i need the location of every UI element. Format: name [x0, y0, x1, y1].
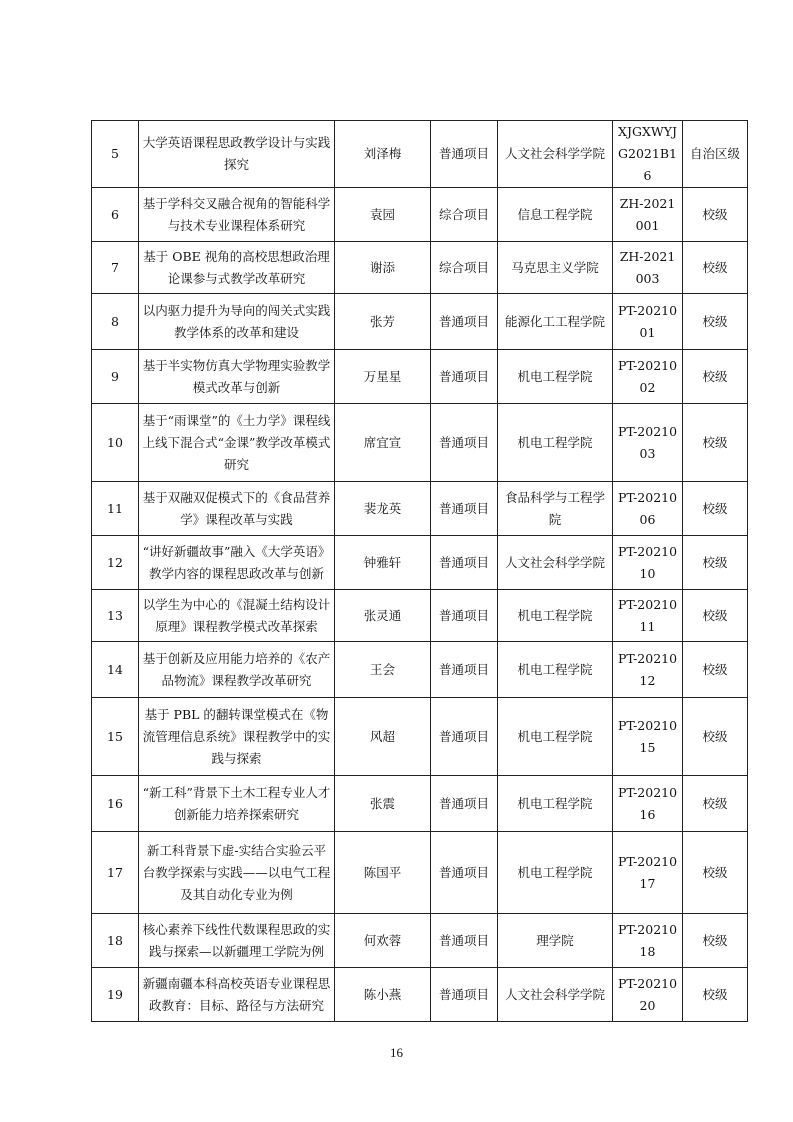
project-leader: 王会	[335, 642, 431, 698]
project-leader: 席宜宣	[335, 404, 431, 482]
row-number: 19	[92, 968, 139, 1022]
project-title: 基于创新及应用能力培养的《农产品物流》课程教学改革研究	[139, 642, 335, 698]
project-code: PT-2021016	[613, 776, 683, 832]
project-title: 基于“雨课堂”的《土力学》课程线上线下混合式“金课”教学改革模式研究	[139, 404, 335, 482]
table-row	[92, 698, 748, 776]
project-college: 信息工程学院	[498, 188, 613, 242]
project-code: ZH-2021003	[613, 242, 683, 294]
row-number: 18	[92, 914, 139, 968]
project-leader: 张灵通	[335, 590, 431, 642]
project-level: 校级	[683, 832, 748, 914]
table-row	[92, 642, 748, 698]
row-number: 14	[92, 642, 139, 698]
project-title: 大学英语课程思政教学设计与实践探究	[139, 121, 335, 188]
project-college: 食品科学与工程学院	[498, 482, 613, 536]
project-table	[91, 120, 748, 1022]
row-number: 17	[92, 832, 139, 914]
project-code: PT-2021011	[613, 590, 683, 642]
project-code: PT-2021006	[613, 482, 683, 536]
project-type: 普通项目	[431, 536, 498, 590]
row-number: 12	[92, 536, 139, 590]
project-level: 校级	[683, 350, 748, 404]
project-type: 普通项目	[431, 590, 498, 642]
table-row	[92, 242, 748, 294]
project-title: 以内驱力提升为导向的闯关式实践教学体系的改革和建设	[139, 294, 335, 350]
project-college: 机电工程学院	[498, 776, 613, 832]
project-college: 机电工程学院	[498, 642, 613, 698]
project-leader: 陈小燕	[335, 968, 431, 1022]
project-college: 人文社会科学学院	[498, 121, 613, 188]
project-level: 校级	[683, 404, 748, 482]
project-type: 普通项目	[431, 482, 498, 536]
project-code: PT-2021010	[613, 536, 683, 590]
table-row	[92, 350, 748, 404]
project-level: 校级	[683, 698, 748, 776]
project-type: 普通项目	[431, 404, 498, 482]
table-row	[92, 188, 748, 242]
row-number: 6	[92, 188, 139, 242]
row-number: 13	[92, 590, 139, 642]
table-row	[92, 832, 748, 914]
table-row	[92, 121, 748, 188]
project-type: 综合项目	[431, 188, 498, 242]
project-type: 综合项目	[431, 242, 498, 294]
project-title: 基于 PBL 的翻转课堂模式在《物流管理信息系统》课程教学中的实践与探索	[139, 698, 335, 776]
project-title: 基于双融双促模式下的《食品营养学》课程改革与实践	[139, 482, 335, 536]
row-number: 7	[92, 242, 139, 294]
table-row	[92, 294, 748, 350]
project-type: 普通项目	[431, 832, 498, 914]
project-code: ZH-2021001	[613, 188, 683, 242]
project-college: 理学院	[498, 914, 613, 968]
table-body	[92, 121, 748, 1022]
table-row	[92, 590, 748, 642]
project-title: 基于半实物仿真大学物理实验教学模式改革与创新	[139, 350, 335, 404]
project-leader: 袁园	[335, 188, 431, 242]
project-leader: 谢添	[335, 242, 431, 294]
project-type: 普通项目	[431, 121, 498, 188]
project-college: 机电工程学院	[498, 350, 613, 404]
project-title: “新工科”背景下土木工程专业人才创新能力培养探索研究	[139, 776, 335, 832]
project-leader: 风超	[335, 698, 431, 776]
project-level: 校级	[683, 536, 748, 590]
project-college: 马克思主义学院	[498, 242, 613, 294]
project-college: 机电工程学院	[498, 590, 613, 642]
row-number: 9	[92, 350, 139, 404]
table-row	[92, 482, 748, 536]
table-row	[92, 776, 748, 832]
project-level: 校级	[683, 968, 748, 1022]
project-college: 能源化工工程学院	[498, 294, 613, 350]
project-code: PT-2021002	[613, 350, 683, 404]
project-code: PT-2021001	[613, 294, 683, 350]
project-type: 普通项目	[431, 968, 498, 1022]
project-leader: 刘泽梅	[335, 121, 431, 188]
row-number: 8	[92, 294, 139, 350]
project-leader: 张震	[335, 776, 431, 832]
project-type: 普通项目	[431, 294, 498, 350]
project-title: “讲好新疆故事”融入《大学英语》教学内容的课程思政改革与创新	[139, 536, 335, 590]
project-level: 校级	[683, 482, 748, 536]
project-college: 人文社会科学学院	[498, 968, 613, 1022]
project-level: 自治区级	[683, 121, 748, 188]
project-college: 机电工程学院	[498, 698, 613, 776]
project-college: 机电工程学院	[498, 832, 613, 914]
project-leader: 钟雅轩	[335, 536, 431, 590]
project-leader: 陈国平	[335, 832, 431, 914]
project-code: PT-2021017	[613, 832, 683, 914]
project-type: 普通项目	[431, 914, 498, 968]
project-college: 人文社会科学学院	[498, 536, 613, 590]
row-number: 11	[92, 482, 139, 536]
project-title: 新工科背景下虚-实结合实验云平台教学探索与实践——以电气工程及其自动化专业为例	[139, 832, 335, 914]
table-row	[92, 404, 748, 482]
project-level: 校级	[683, 642, 748, 698]
project-level: 校级	[683, 242, 748, 294]
project-level: 校级	[683, 188, 748, 242]
project-type: 普通项目	[431, 698, 498, 776]
project-leader: 何欢蓉	[335, 914, 431, 968]
table-row	[92, 968, 748, 1022]
project-leader: 万星星	[335, 350, 431, 404]
table-row	[92, 914, 748, 968]
project-type: 普通项目	[431, 350, 498, 404]
project-title: 以学生为中心的《混凝土结构设计原理》课程教学模式改革探索	[139, 590, 335, 642]
project-title: 核心素养下线性代数课程思政的实践与探索—以新疆理工学院为例	[139, 914, 335, 968]
project-level: 校级	[683, 294, 748, 350]
project-level: 校级	[683, 590, 748, 642]
project-level: 校级	[683, 776, 748, 832]
row-number: 16	[92, 776, 139, 832]
project-college: 机电工程学院	[498, 404, 613, 482]
project-leader: 张芳	[335, 294, 431, 350]
project-title: 基于 OBE 视角的高校思想政治理论课参与式教学改革研究	[139, 242, 335, 294]
project-code: PT-2021012	[613, 642, 683, 698]
project-code: XJGXWYJG2021B16	[613, 121, 683, 188]
project-type: 普通项目	[431, 776, 498, 832]
row-number: 5	[92, 121, 139, 188]
project-code: PT-2021020	[613, 968, 683, 1022]
project-level: 校级	[683, 914, 748, 968]
project-leader: 裴龙英	[335, 482, 431, 536]
project-title: 新疆南疆本科高校英语专业课程思政教育：目标、路径与方法研究	[139, 968, 335, 1022]
project-code: PT-2021003	[613, 404, 683, 482]
row-number: 15	[92, 698, 139, 776]
table-row	[92, 536, 748, 590]
project-code: PT-2021015	[613, 698, 683, 776]
project-code: PT-2021018	[613, 914, 683, 968]
row-number: 10	[92, 404, 139, 482]
page-number: 16	[390, 1045, 403, 1060]
project-type: 普通项目	[431, 642, 498, 698]
project-title: 基于学科交叉融合视角的智能科学与技术专业课程体系研究	[139, 188, 335, 242]
